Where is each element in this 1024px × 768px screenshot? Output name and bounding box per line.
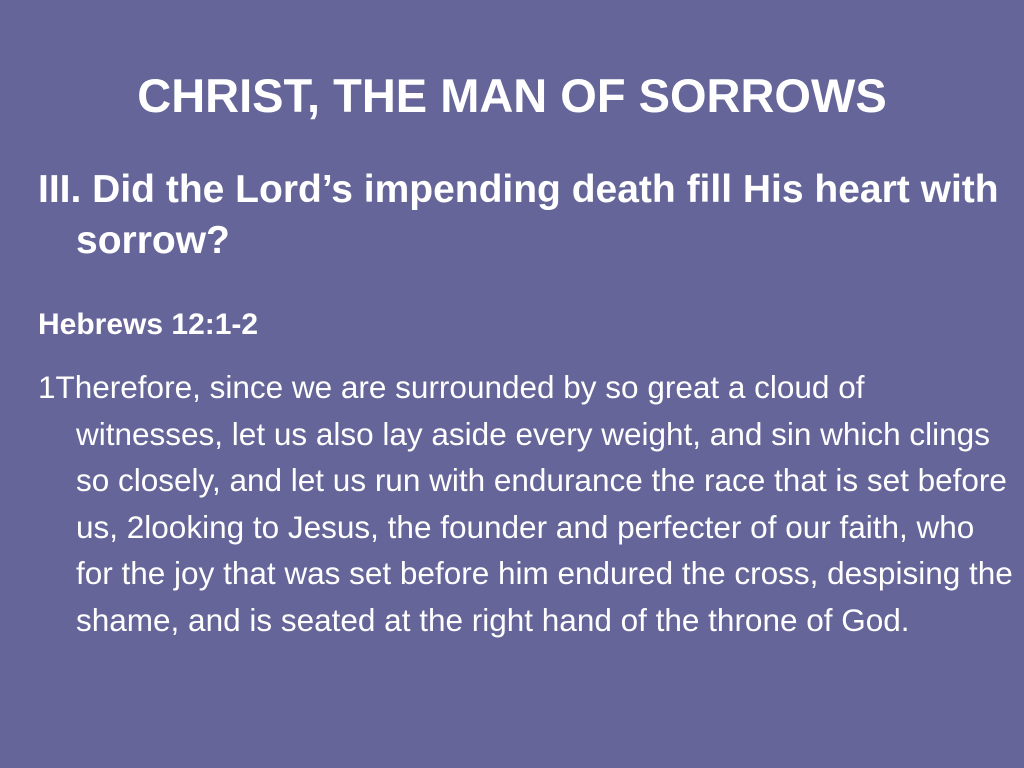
scripture-reference: Hebrews 12:1-2 xyxy=(38,308,259,341)
question-heading: III. Did the Lord’s impending death fill His heart with sorrow? xyxy=(38,168,999,262)
slide-title: CHRIST, THE MAN OF SORROWS xyxy=(137,69,887,122)
scripture-passage: 1Therefore, since we are surrounded by so great a cloud of witnesses, let us also lay aside every weight, and sin which clings so closely, and let us run with endurance the race that is set before us, 2looking to Jesus, the founder and perfecter of our faith, who for the joy that was set before him endured the cross, despising the shame, and is seated at the right hand of the throne of God. xyxy=(38,369,1013,638)
